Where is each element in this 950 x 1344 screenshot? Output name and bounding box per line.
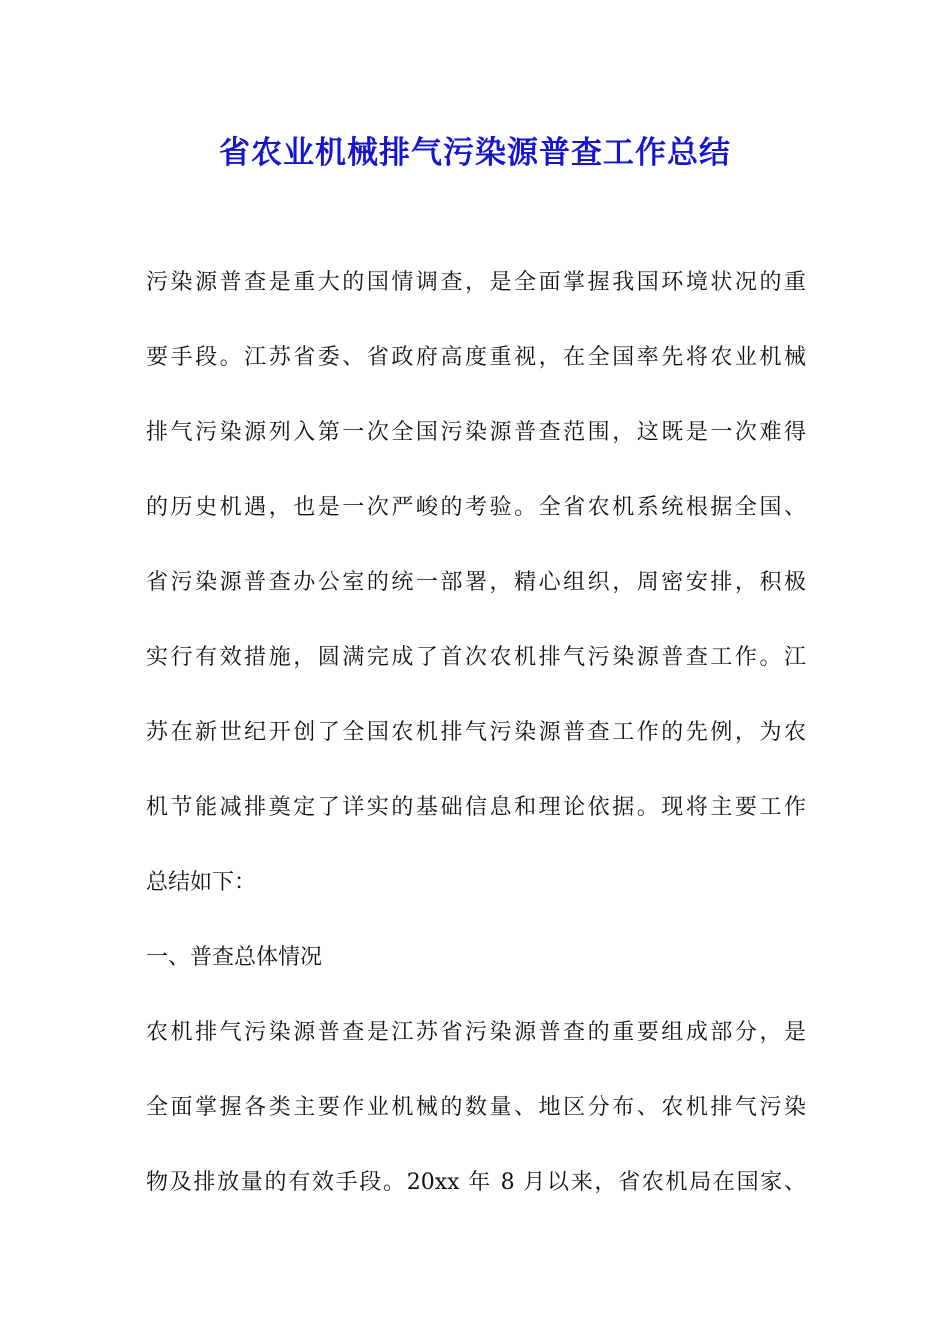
paragraph-1-line-6: 实行有效措施，圆满完成了首次农机排气污染源普查工作。江 (146, 645, 806, 670)
paragraph-1-line-2: 要手段。江苏省委、省政府高度重视，在全国率先将农业机械 (146, 345, 806, 370)
paragraph-1-line-4: 的历史机遇，也是一次严峻的考验。全省农机系统根据全国、 (146, 495, 806, 520)
paragraph-1-line-7: 苏在新世纪开创了全国农机排气污染源普查工作的先例，为农 (146, 720, 806, 745)
paragraph-1-line-3: 排气污染源列入第一次全国污染源普查范围，这既是一次难得 (146, 420, 806, 445)
paragraph-1-line-1: 污染源普查是重大的国情调查，是全面掌握我国环境状况的重 (146, 270, 806, 295)
paragraph-1-line-8: 机节能减排奠定了详实的基础信息和理论依据。现将主要工作 (146, 795, 806, 820)
paragraph-1-line-9: 总结如下： (146, 870, 257, 895)
paragraph-1-line-5: 省污染源普查办公室的统一部署，精心组织，周密安排，积极 (146, 570, 806, 595)
paragraph-2-line-1: 农机排气污染源普查是江苏省污染源普查的重要组成部分，是 (146, 1020, 806, 1045)
paragraph-2-line-2: 全面掌握各类主要作业机械的数量、地区分布、农机排气污染 (146, 1095, 806, 1120)
section-heading: 一、普查总体情况 (146, 945, 323, 970)
document-title: 省农业机械排气污染源普查工作总结 (219, 135, 731, 171)
paragraph-2-line-3: 物及排放量的有效手段。20xx 年 8 月以来，省农机局在国家、 (146, 1170, 806, 1195)
